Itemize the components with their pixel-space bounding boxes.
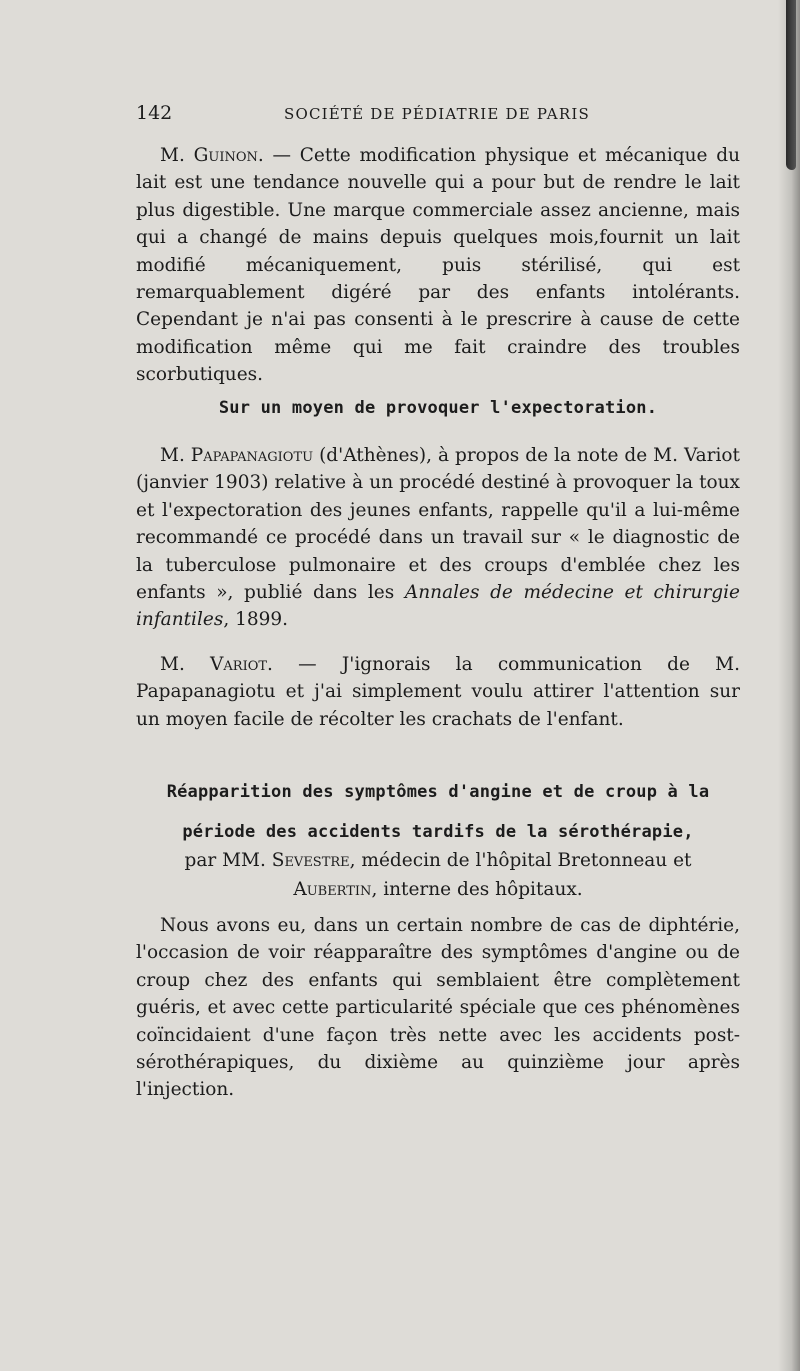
- byline-affiliation-2: , interne des hôpitaux.: [371, 879, 583, 900]
- page-edge-shadow: [778, 0, 800, 1371]
- paragraph-papapanagiotu-text-a: (d'Athènes), à propos de la note de M. Variot (janvier 1903) relative à un procédé destiné à provoquer la toux et l'expectoration des jeunes enfants, rappelle qu'il a lui-même recommandé ce procédé dans un travail sur « le diagnostic de la tuberculose pulmonaire et des croups d'emblée chez les enfants », publié dans les: [136, 445, 740, 604]
- section-heading-reapparition: [136, 772, 740, 852]
- paragraph-papapanagiotu: [136, 442, 740, 634]
- binding-edge-mark: [786, 0, 796, 170]
- paragraph-variot: [136, 651, 740, 733]
- journal-title: SOCIÉTÉ DE PÉDIATRIE DE PARIS: [284, 105, 590, 123]
- byline-affiliation-1: , médecin de l'hôpital Bretonneau et: [349, 850, 692, 871]
- speaker-variot: M. Variot.: [160, 654, 273, 675]
- paragraph-variot-text: — J'ignorais la communication de M. Papapanagiotu et j'ai simplement voulu attirer l'attention sur un moyen facile de récolter les crachats de l'enfant.: [136, 654, 740, 730]
- paragraph-guinon: [136, 142, 740, 389]
- byline-prefix: par MM.: [184, 850, 272, 871]
- journal-citation: Annales de médecine et chirurgie infantiles: [136, 582, 740, 631]
- speaker-papapanagiotu: M. Papapanagiotu: [160, 445, 314, 466]
- byline-line-2: [136, 875, 740, 904]
- section-heading-line-1: Réapparition des symptômes d'angine et de croup à la: [166, 782, 710, 802]
- page-number: 142: [136, 102, 173, 124]
- section-heading-expectoration: Sur un moyen de provoquer l'expectoration.: [218, 398, 658, 418]
- paragraph-guinon-text: — Cette modification physique et mécanique du lait est une tendance nouvelle qui a pour but de rendre le lait plus digestible. Une marque commerciale assez ancienne, mais qui a changé de mains depuis quelques mois,fournit un lait modifié mécaniquement, puis stérilisé, qui est remarquablement digéré par des enfants intolérants. Cependant je n'ai pas consenti à le prescrire à cause de cette modification même qui me fait craindre des troubles scorbutiques.: [136, 145, 740, 386]
- running-head: [136, 102, 746, 126]
- paragraph-sevestre-aubertin: Nous avons eu, dans un certain nombre de cas de diphtérie, l'occasion de voir réapparaître des symptômes d'angine ou de croup chez des enfants qui semblaient être complètement guéris, et avec cette particularité spéciale que ces phénomènes coïncidaient d'une façon très nette avec les accidents post-sérothérapiques, du dixième au quinzième jour après l'injection.: [136, 915, 740, 1101]
- section-heading-line-2: période des accidents tardifs de la sérothérapie,: [182, 822, 694, 842]
- author-sevestre: Sevestre: [271, 850, 350, 871]
- speaker-guinon: M. Guinon.: [160, 145, 264, 166]
- author-aubertin: Aubertin: [293, 879, 372, 900]
- paragraph-papapanagiotu-text-b: , 1899.: [223, 609, 289, 631]
- byline: [136, 846, 740, 904]
- byline-line-1: [136, 846, 740, 875]
